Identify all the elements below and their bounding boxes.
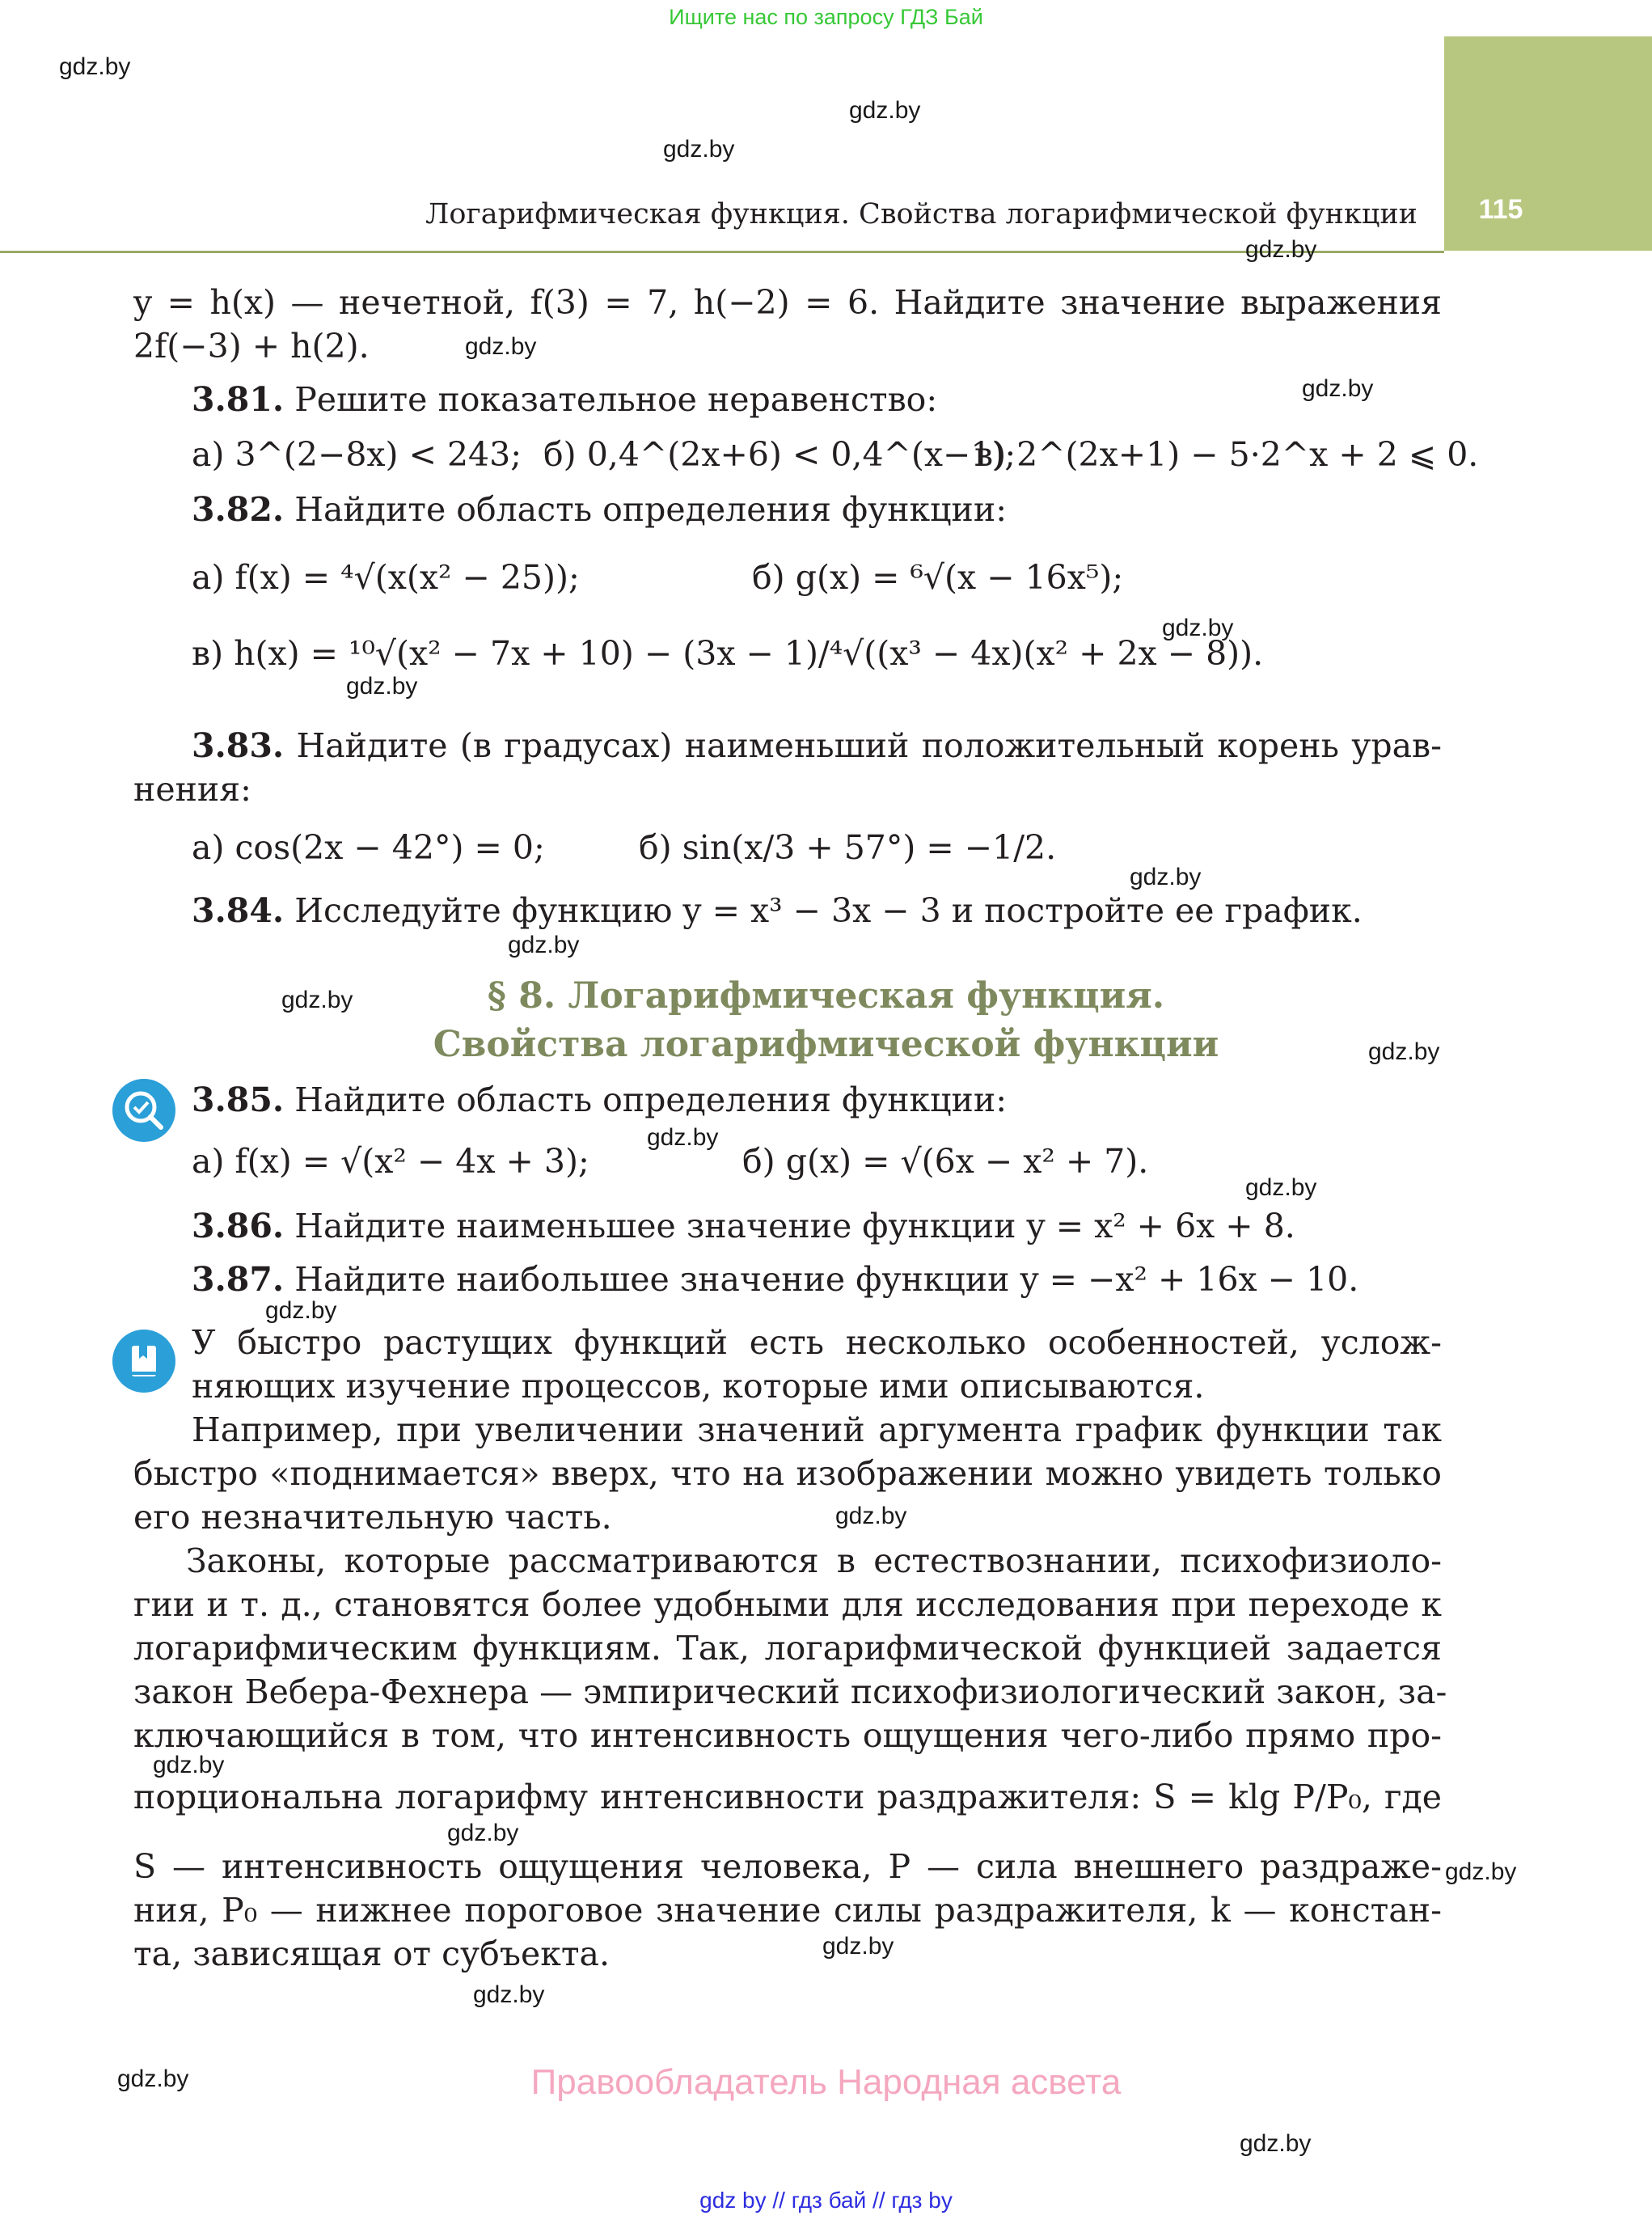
problem-3-85-b: б) g(x) = √(6x − x² + 7). [742,1142,1149,1181]
problem-text: Найдите (в градусах) наименьший положительный корень урав- [296,726,1442,765]
problem-3-83-b: б) sin(x/3 + 57°) = −1/2. [639,828,1057,867]
watermark: gdz.by [1445,1858,1517,1885]
problem-3-83-a: а) cos(2x − 42°) = 0; [192,828,545,867]
problem-3-82-b: б) g(x) = ⁶√(x − 16x⁵); [752,558,1124,597]
text-line: y = h(x) — нечетной, f(3) = 7, h(−2) = 6. Найдите значение выражения [133,283,1442,322]
watermark: gdz.by [265,1297,337,1324]
text-line: ключающийся в том, что интенсивность ощущения чего-либо прямо про- [133,1716,1442,1755]
copyright-notice: Правообладатель Народная асвета [530,2062,1122,2102]
text-line: закон Вебера-Фехнера — эмпирический психофизиологический закон, за- [133,1672,1447,1711]
problem-3-82 [192,488,1007,531]
page-number: 115 [1478,194,1523,225]
watermark: gdz.by [1240,2130,1312,2157]
problem-3-81 [192,378,937,421]
problem-3-87 [192,1258,1358,1300]
problem-3-86 [192,1205,1295,1247]
problem-number: 3.85. [192,1080,285,1119]
text-line: 2f(−3) + h(2). [133,327,370,366]
watermark: gdz.by [59,53,131,80]
text-line: S — интенсивность ощущения человека, P — сила внешнего раздраже- [133,1847,1442,1886]
text-line: логарифмическим функциям. Так, логарифмической функцией задается [133,1629,1442,1668]
watermark: gdz.by [346,673,418,700]
watermark: gdz.by [281,987,353,1013]
text-line: ния, P₀ — нижнее пороговое значение силы раздражителя, k — констан- [133,1891,1442,1930]
watermark: gdz.by [647,1124,719,1151]
watermark: gdz.by [1245,1174,1317,1201]
watermark: gdz.by [663,136,735,163]
problem-3-84 [192,890,1363,932]
watermark: gdz.by [1245,236,1317,263]
footer-links[interactable]: gdz by // гдз бай // гдз by [699,2188,953,2213]
problem-3-81-b: б) 0,4^(2x+6) < 0,4^(x−1); [543,435,1016,474]
watermark: gdz.by [153,1752,225,1778]
problem-3-85 [192,1079,1007,1121]
text-line: гии и т. д., становятся более удобными для исследования при переходе к [133,1585,1442,1624]
problem-3-81-a: а) 3^(2−8x) < 243; [192,435,522,474]
text-line: няющих изучение процессов, которые ими описываются. [192,1367,1205,1406]
top-banner[interactable]: Ищите нас по запросу ГДЗ Бай [669,5,983,29]
text-line: У быстро растущих функций есть несколько особенностей, услож- [192,1323,1442,1362]
watermark: gdz.by [1130,864,1202,890]
header-rule [0,251,1444,253]
problem-number: 3.86. [192,1207,285,1245]
watermark: gdz.by [447,1820,519,1846]
problem-3-82-c: в) h(x) = ¹⁰√(x² − 7x + 10) − (3x − 1)/⁴√((x³ − 4x)(x² + 2x − 8)). [192,634,1264,673]
watermark: gdz.by [473,1981,545,2008]
text-line: быстро «поднимается» вверх, что на изображении можно увидеть только [133,1454,1442,1493]
watermark: gdz.by [849,97,921,124]
watermark: gdz.by [835,1503,907,1529]
watermark: gdz.by [1302,375,1374,402]
watermark: gdz.by [822,1933,894,1960]
text-line: Например, при увеличении значений аргумента график функции так [192,1410,1442,1449]
problem-text: Решите показательное неравенство: [294,380,938,419]
running-header: Логарифмическая функция. Свойства логарифмической функции [425,198,1418,230]
section-subtitle: Свойства логарифмической функции [433,1024,1219,1065]
problem-text: Исследуйте функцию y = x³ − 3x − 3 и постройте ее график. [294,891,1363,930]
magnifier-check-icon [112,1079,175,1142]
problem-3-81-c: в) 2^(2x+1) − 5·2^x + 2 ⩽ 0. [974,435,1479,474]
problem-3-85-a: а) f(x) = √(x² − 4x + 3); [192,1142,589,1181]
book-icon [112,1330,175,1393]
watermark: gdz.by [508,932,580,958]
problem-text: Найдите наибольшее значение функции y = −x² + 16x − 10. [294,1260,1359,1299]
problem-number: 3.82. [192,490,285,529]
text-line: нения: [133,770,251,809]
problem-number: 3.87. [192,1260,285,1299]
text-line: та, зависящая от субъекта. [133,1934,610,1973]
watermark: gdz.by [1162,615,1234,641]
watermark: gdz.by [465,333,537,360]
watermark: gdz.by [1368,1038,1440,1065]
problem-text: Найдите область определения функции: [294,1080,1008,1119]
watermark: gdz.by [117,2065,189,2092]
problem-number: 3.83. [192,726,285,765]
text-line: его незначительную часть. [133,1498,612,1537]
text-line: Законы, которые рассматриваются в естествознании, психофизиоло- [186,1541,1442,1580]
problem-number: 3.84. [192,891,285,930]
problem-3-83 [192,725,1442,767]
problem-text: Найдите область определения функции: [294,490,1008,529]
problem-number: 3.81. [192,380,285,419]
text-line: порциональна логарифму интенсивности раздражителя: S = klg P/P₀, где [133,1778,1442,1816]
problem-text: Найдите наименьшее значение функции y = x² + 6x + 8. [294,1207,1295,1245]
problem-3-82-a: а) f(x) = ⁴√(x(x² − 25)); [192,558,580,597]
section-title: § 8. Логарифмическая функция. [487,975,1165,1017]
